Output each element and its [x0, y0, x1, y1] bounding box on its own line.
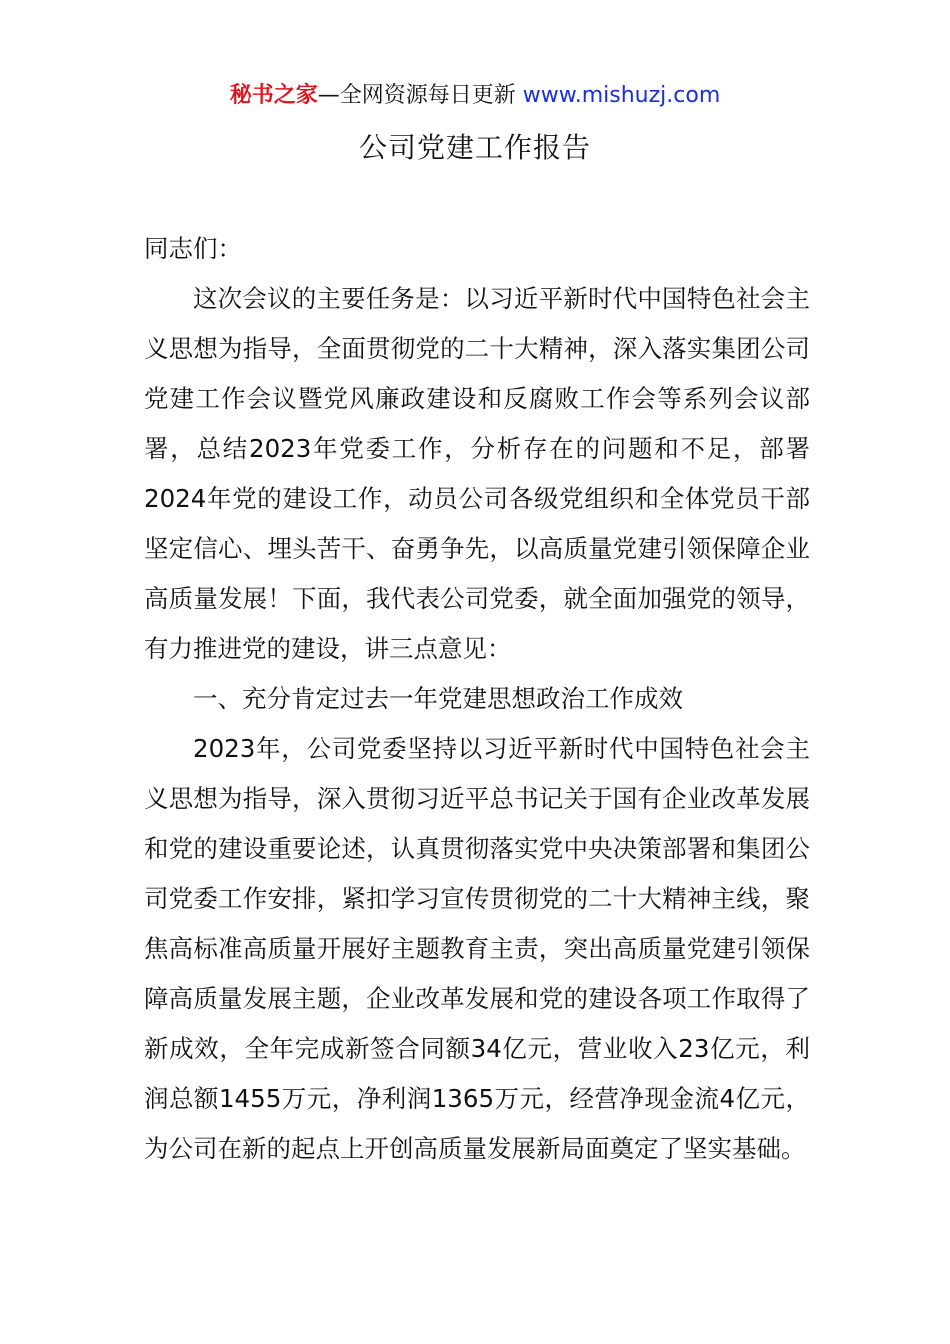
site-url-link[interactable]: www.mishuzj.com — [522, 83, 721, 108]
body-paragraph: 这次会议的主要任务是：以习近平新时代中国特色社会主义思想为指导，全面贯彻党的二十大精神，深入落实集团公司党建工作会议暨党风廉政建设和反腐败工作会等系列会议部署，总结2023年党委工作，分析存在的问题和不足，部署2024年党的建设工作，动员公司各级党组织和全体党员干部坚定信心、埋头苦干、奋勇争先，以高质量党建引领保障企业高质量发展！下面，我代表公司党委，就全面加强党的领导，有力推进党的建设，讲三点意见： — [144, 284, 810, 663]
brand-name: 秘书之家 — [229, 83, 318, 108]
salutation: 同志们： — [144, 234, 242, 263]
body-paragraph: 2023年，公司党委坚持以习近平新时代中国特色社会主义思想为指导，深入贯彻习近平总书记关于国有企业改革发展和党的建设重要论述，认真贯彻落实党中央决策部署和集团公司党委工作安排，紧扣学习宣传贯彻党的二十大精神主线，聚焦高标准高质量开展好主题教育主责，突出高质量党建引领保障高质量发展主题，企业改革发展和党的建设各项工作取得了新成效，全年完成新签合同额34亿元，营业收入23亿元，利润总额1455万元，净利润1365万元，经营净现金流4亿元，为公司在新的起点上开创高质量发展新局面奠定了坚实基础。 — [144, 734, 810, 1163]
section-heading: 一、充分肯定过去一年党建思想政治工作成效 — [193, 684, 683, 713]
document-body — [144, 224, 810, 1174]
site-header — [0, 80, 950, 112]
header-tagline: —全网资源每日更新 — [317, 83, 516, 108]
document-title: 公司党建工作报告 — [358, 131, 591, 164]
